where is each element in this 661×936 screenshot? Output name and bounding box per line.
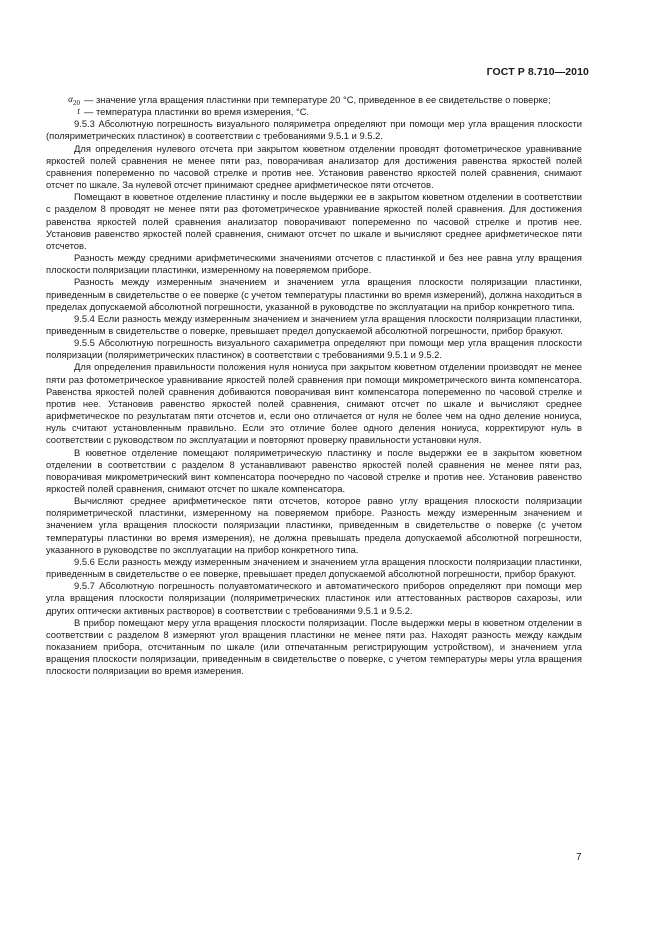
paragraph: В кюветное отделение помещают поляриметрическую пластинку и после выдержки ее в закрытом кюветном отделении в соответствии с разделом 8 устанавливают равенство яркостей полей сравнения не менее пяти раз, поворачивая микрометрический винт компенсатора поочередно по часовой стрелке и против нее. Установив равенство яркостей полей сравнения, снимают отсчет по шкале компенсатора.	[46, 446, 582, 494]
page-number: 7	[576, 852, 582, 863]
paragraph: В прибор помещают меру угла вращения плоскости поляризации. После выдержки меры в кюветном отделении в соответствии с разделом 8 измеряют угол вращения пластинки не менее пяти раз. Находят разность между каждым показанием прибора, отсчитанным по шкале (или отпечатанным регистрирующим устройством), и значением угла вращения плоскости поляризации, приведенным в свидетельстве о поверке, с учетом температуры меры угла вращения плоскости поляризации во время измерения.	[46, 616, 582, 677]
paragraph: Вычисляют среднее арифметическое пяти отсчетов, которое равно углу вращения плоскости поляризации поляриметрической пластинки, измеренному на поверяемом приборе. Разность между измеренным значением и значением угла вращения плоскости поляризации пластинки, приведенным в свидетельстве о поверке (с учетом температуры пластинки во время измерения), не должна превышать предела допускаемой абсолютной погрешности, указанного в руководстве по эксплуатации на прибор конкретного типа.	[46, 495, 582, 555]
definition-symbol	[46, 106, 80, 118]
symbol-char: α	[68, 95, 73, 105]
paragraph-9-5-3: 9.5.3 Абсолютную погрешность визуального поляриметра определяют при помощи мер угла вращения плоскости (поляриметрических пластинок) в соответствии с требованиями 9.5.1 и 9.5.2.	[46, 118, 582, 142]
symbol-subscript: 20	[73, 98, 80, 107]
paragraph: Для определения правильности положения нуля нониуса при закрытом кюветном отделении производят не менее пяти раз фотометрическое уравнивание яркостей полей сравнения при помощи микрометрического винта компенсатора. Равенства яркостей полей сравнения добиваются поворачивая винт компенсатора попеременно по часовой стрелке и против нее. Установив равенство яркостей полей сравнения, снимают отсчет по шкале и вычисляют среднее арифметическое по результатам пяти отсчетов и, если оно отличается от нуля не более чем на одно деление нониуса, нуль считают установленным правильно. Если это отличие более одного деления нониуса, корректируют нуль в соответствии с руководством по эксплуатации и повторяют проверку правильности установки нуля.	[46, 361, 582, 446]
definition-text: — температура пластинки во время измерения, °С.	[84, 106, 310, 118]
paragraph-9-5-6: 9.5.6 Если разность между измеренным значением и значением угла вращения плоскости поляризации пластинки, приведенным в свидетельстве о ее поверке, превышает предел допускаемой абсолютной погрешности, прибор бракуют.	[46, 555, 582, 580]
paragraph: Для определения нулевого отсчета при закрытом кюветном отделении проводят фотометрическое уравнивание яркостей полей сравнения не менее пяти раз, поворачивая анализатор для достижения равенства яркостей полей сравнения попеременно по часовой стрелке и против нее. Установив равенство яркостей полей сравнения, снимают отсчет по шкале. За нулевой отсчет принимают среднее арифметическое пяти отсчетов.	[46, 142, 582, 191]
paragraph: Разность между измеренным значением и значением угла вращения плоскости поляризации пластинки, приведенным в свидетельстве о ее поверке (с учетом температуры пластинки во время измерений), должна находиться в пределах допускаемой абсолютной погрешности, указанной в руководстве по эксплуатации на прибор конкретного типа.	[46, 276, 582, 312]
paragraph-9-5-7: 9.5.7 Абсолютную погрешность полуавтоматического и автоматического приборов определяют при помощи мер угла вращения плоскости поляризации (поляриметрических пластинок или аттестованных растворов сахарозы, или других оптически активных растворов) в соответствии с требованиями 9.5.1 и 9.5.2.	[46, 580, 582, 616]
symbol-char: t	[77, 107, 80, 118]
document-body	[46, 94, 582, 678]
document-header: ГОСТ Р 8.710—2010	[486, 66, 589, 78]
definition-t	[46, 106, 582, 118]
definition-alpha20	[46, 94, 582, 106]
paragraph: Разность между средними арифметическими значениями отсчетов с пластинкой и без нее равна углу вращения плоскости поляризации пластинки, измеренному на поверяемом приборе.	[46, 252, 582, 276]
paragraph: Помещают в кюветное отделение пластинку и после выдержки ее в закрытом кюветном отделении в соответствии с разделом 8 проводят не менее пяти раз фотометрическое уравнивание яркостей полей сравнения. Для достижения равенства яркостей полей сравнения анализатор поворачивают попеременно по часовой стрелке и против нее. Установив равенство яркостей полей сравнения, снимают отсчет по шкале и вычисляют среднее арифметическое пяти отсчетов.	[46, 191, 582, 251]
paragraph-9-5-5: 9.5.5 Абсолютную погрешность визуального сахариметра определяют при помощи мер угла вращения плоскости поляризации (поляриметрических пластинок) в соответствии с требованиями 9.5.1 и 9.5.2.	[46, 337, 582, 361]
definition-text: — значение угла вращения пластинки при температуре 20 °С, приведенное в ее свидетельстве о поверке;	[84, 94, 551, 105]
paragraph-9-5-4: 9.5.4 Если разность между измеренным значением и значением угла вращения плоскости поляризации пластинки, приведенным в свидетельстве о поверке, превышает предел допускаемой абсолютной погрешности, прибор бракуют.	[46, 312, 582, 336]
